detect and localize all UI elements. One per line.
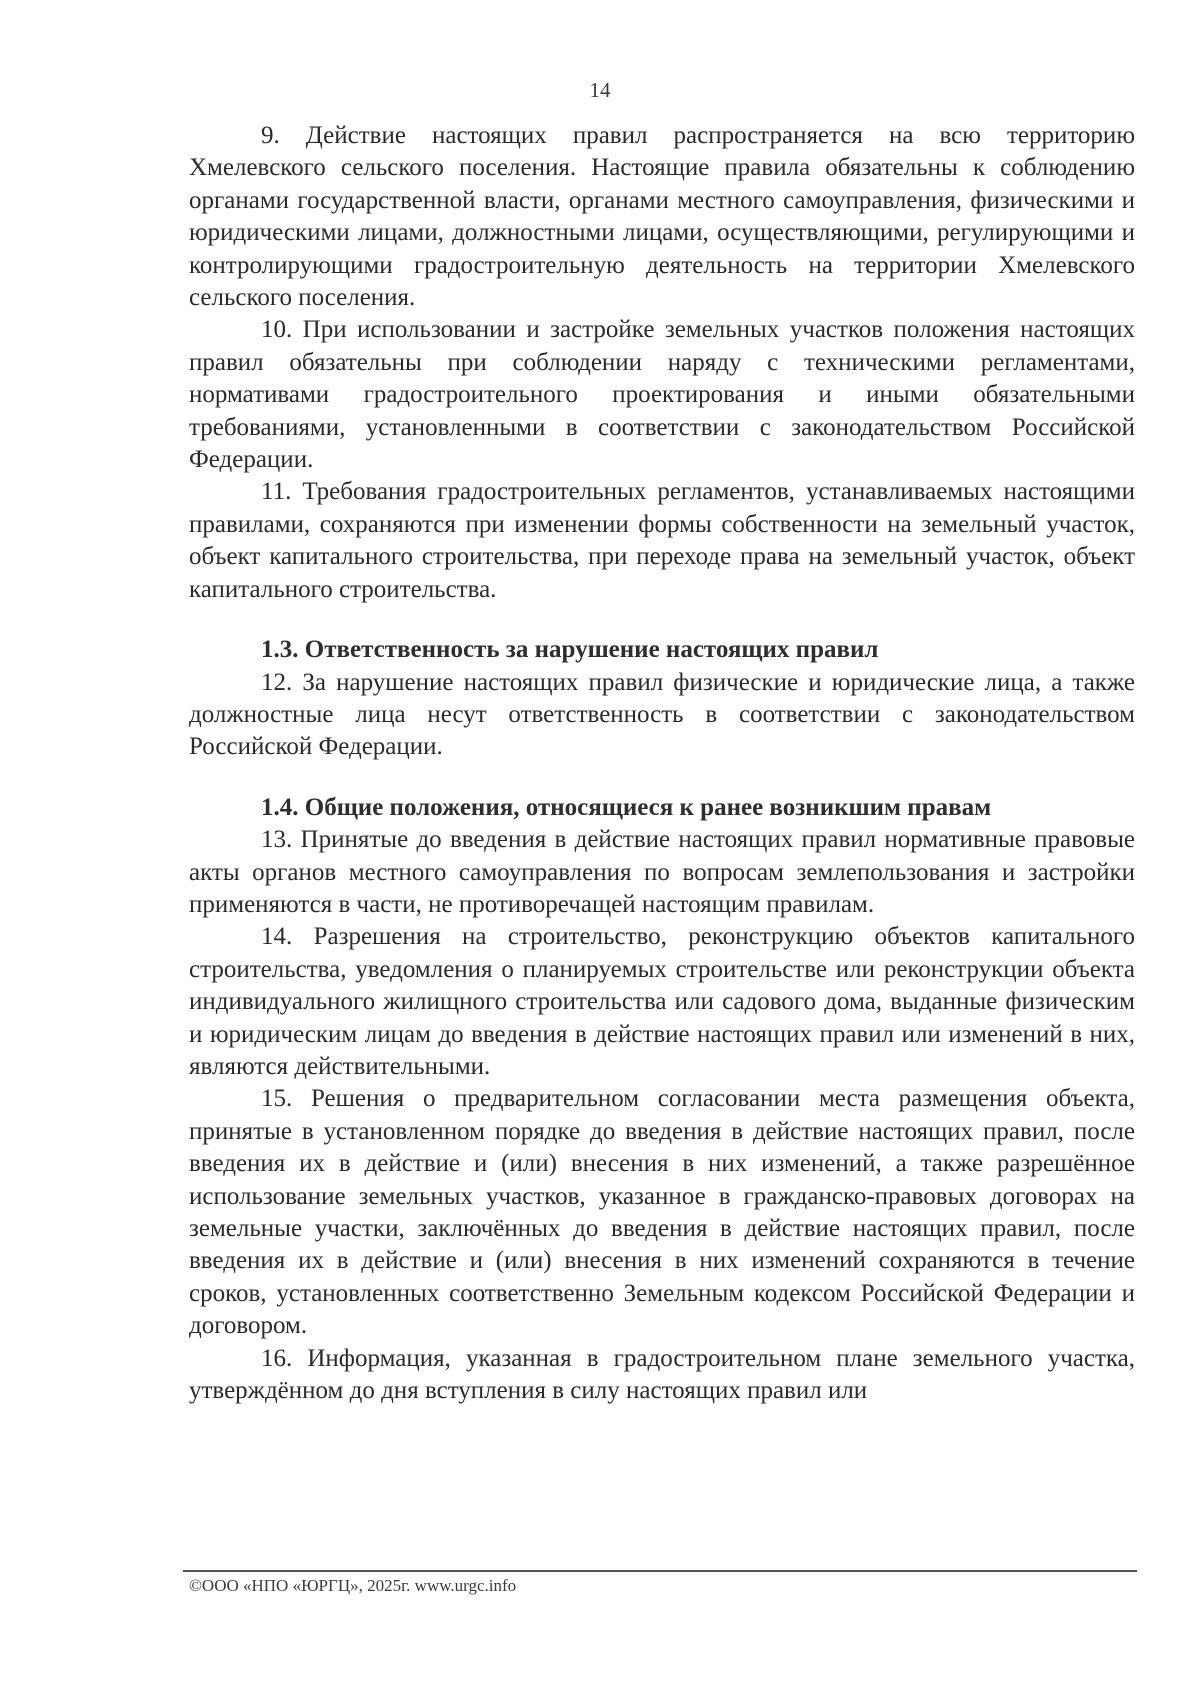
paragraph-10: 10. При использовании и застройке земельных участков положения настоящих правил обязательны при соблюдении наряду с техническими регламентами, нормативами градостроительного проектирования и иными обязательными требованиями, установленными в соответствии с законодательством Российской Федерации.: [189, 316, 1135, 474]
paragraph-9: 9. Действие настоящих правил распространяется на всю территорию Хмелевского сельского поселения. Настоящие правила обязательны к соблюдению органами государственной власти, органами местного самоуправления, физическими и юридическими лицами, должностными лицами, осуществляющими, регулирующими и контролирующими градостроительную деятельность на территории Хмелевского сельского поселения.: [189, 122, 1135, 312]
paragraph-14: 14. Разрешения на строительство, реконструкцию объектов капитального строительства, уведомления о планируемых строительстве или реконструкции объекта индивидуального жилищного строительства или садового дома, выданные физическим и юридическим лицам до введения в действие настоящих правил или изменений в них, являются действительными.: [189, 923, 1135, 1080]
paragraph-13: 13. Принятые до введения в действие настоящих правил нормативные правовые акты органов местного самоуправления по вопросам землепользования и застройки применяются в части, не противоречащей настоящим правилам.: [189, 826, 1135, 918]
footer-copyright: ©ООО «НПО «ЮРГЦ», 2025г. www.urgc.info: [189, 1576, 517, 1595]
footer-divider: [183, 1570, 1137, 1572]
section-heading-1-3: 1.3. Ответственность за нарушение настоящих правил: [261, 636, 879, 664]
paragraph-12: 12. За нарушение настоящих правил физические и юридические лица, а также должностные лица несут ответственность в соответствии с законодательством Российской Федерации.: [189, 668, 1135, 761]
paragraph-16: 16. Информация, указанная в градостроительном плане земельного участка, утверждённом до дня вступления в силу настоящих правил или: [189, 1344, 1135, 1405]
paragraph-11: 11. Требования градостроительных регламентов, устанавливаемых настоящими правилами, сохраняются при изменении формы собственности на земельный участок, объект капитального строительства, при переходе права на земельный участок, объект капитального строительства.: [189, 478, 1135, 603]
section-heading-1-4: 1.4. Общие положения, относящиеся к ранее возникшим правам: [261, 793, 992, 821]
paragraph-15: 15. Решения о предварительном согласовании места размещения объекта, принятые в установленном порядке до введения в действие настоящих правил, после введения их в действие и (или) внесения в них изменений, а также разрешённое использование земельных участков, указанное в гражданско-правовых договорах на земельные участки, заключённых до введения в действие настоящих правил, после введения их в действие и (или) внесения в них изменений сохраняются в течение сроков, установленных соответственно Земельным кодексом Российской Федерации и договором.: [189, 1085, 1135, 1340]
document-body: [189, 120, 1135, 1407]
page-number: 14: [589, 78, 611, 102]
